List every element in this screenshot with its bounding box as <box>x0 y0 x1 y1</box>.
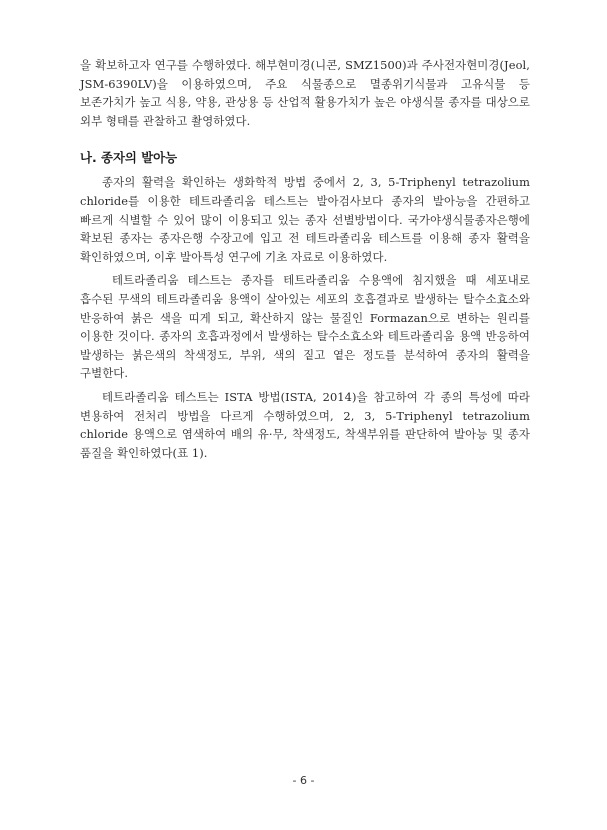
body-paragraph-1: 종자의 활력을 확인하는 생화학적 방법 중에서 2, 3, 5-Triphenyl tetrazolium chloride를 이용한 테트라졸리움 테스트는 발아검사보다 종자의 발아능을 간편하고 빠르게 식별할 수 있어 많이 이용되고 있는 종자 선별방법이다. 국가야생식물종자은행에 확보된 종자는 종자은행 수장고에 입고 전 테트라졸리움 테스트를 이용해 종자 활력을 확인하였으며, 이후 발아특성 연구에 기초 자료로 이용하였다. <box>80 175 530 264</box>
page-number: - 6 - <box>292 774 315 787</box>
body-paragraph-2: 테트라졸리움 테스트는 종자를 테트라졸리움 수용액에 침지했을 때 세포내로 흡수된 무색의 테트라졸리움 용액이 살아있는 세포의 호흡결과로 발생하는 탈수소효소와 반응하여 붉은 색을 띠게 되고, 확산하지 않는 물질인 Formazan으로 변하는 원리를 이용한 것이다. 종자의 호흡과정에서 발생하는 탈수소효소와 테트라졸리움 용액 반응하여 발생하는 붉은색의 착색정도, 부위, 색의 짙고 옅은 정도를 분석하여 종자의 활력을 구별한다. <box>80 273 530 381</box>
intro-paragraph: 을 확보하고자 연구를 수행하였다. 해부현미경(니콘, SMZ1500)과 주사전자현미경(Jeol, JSM-6390LV)을 이용하였으며, 주요 식물종으로 멸종위기식물과 고유식물 등 보존가치가 높고 식용, 약용, 관상용 등 산업적 활용가치가 높은 야생식물 종자를 대상으로 외부 형태를 관찰하고 촬영하였다. <box>80 58 530 128</box>
body-paragraph-3: 테트라졸리움 테스트는 ISTA 방법(ISTA, 2014)을 참고하여 각 종의 특성에 따라 변용하여 전처리 방법을 다르게 수행하였으며, 2, 3, 5-Triphenyl tetrazolium chloride 용액으로 염색하여 배의 유·무, 착색정도, 착색부위를 판단하여 발아능 및 종자 품질을 확인하였다(표 1). <box>80 389 530 460</box>
section-heading: 나. 종자의 발아능 <box>80 150 178 166</box>
document-page <box>80 56 530 462</box>
